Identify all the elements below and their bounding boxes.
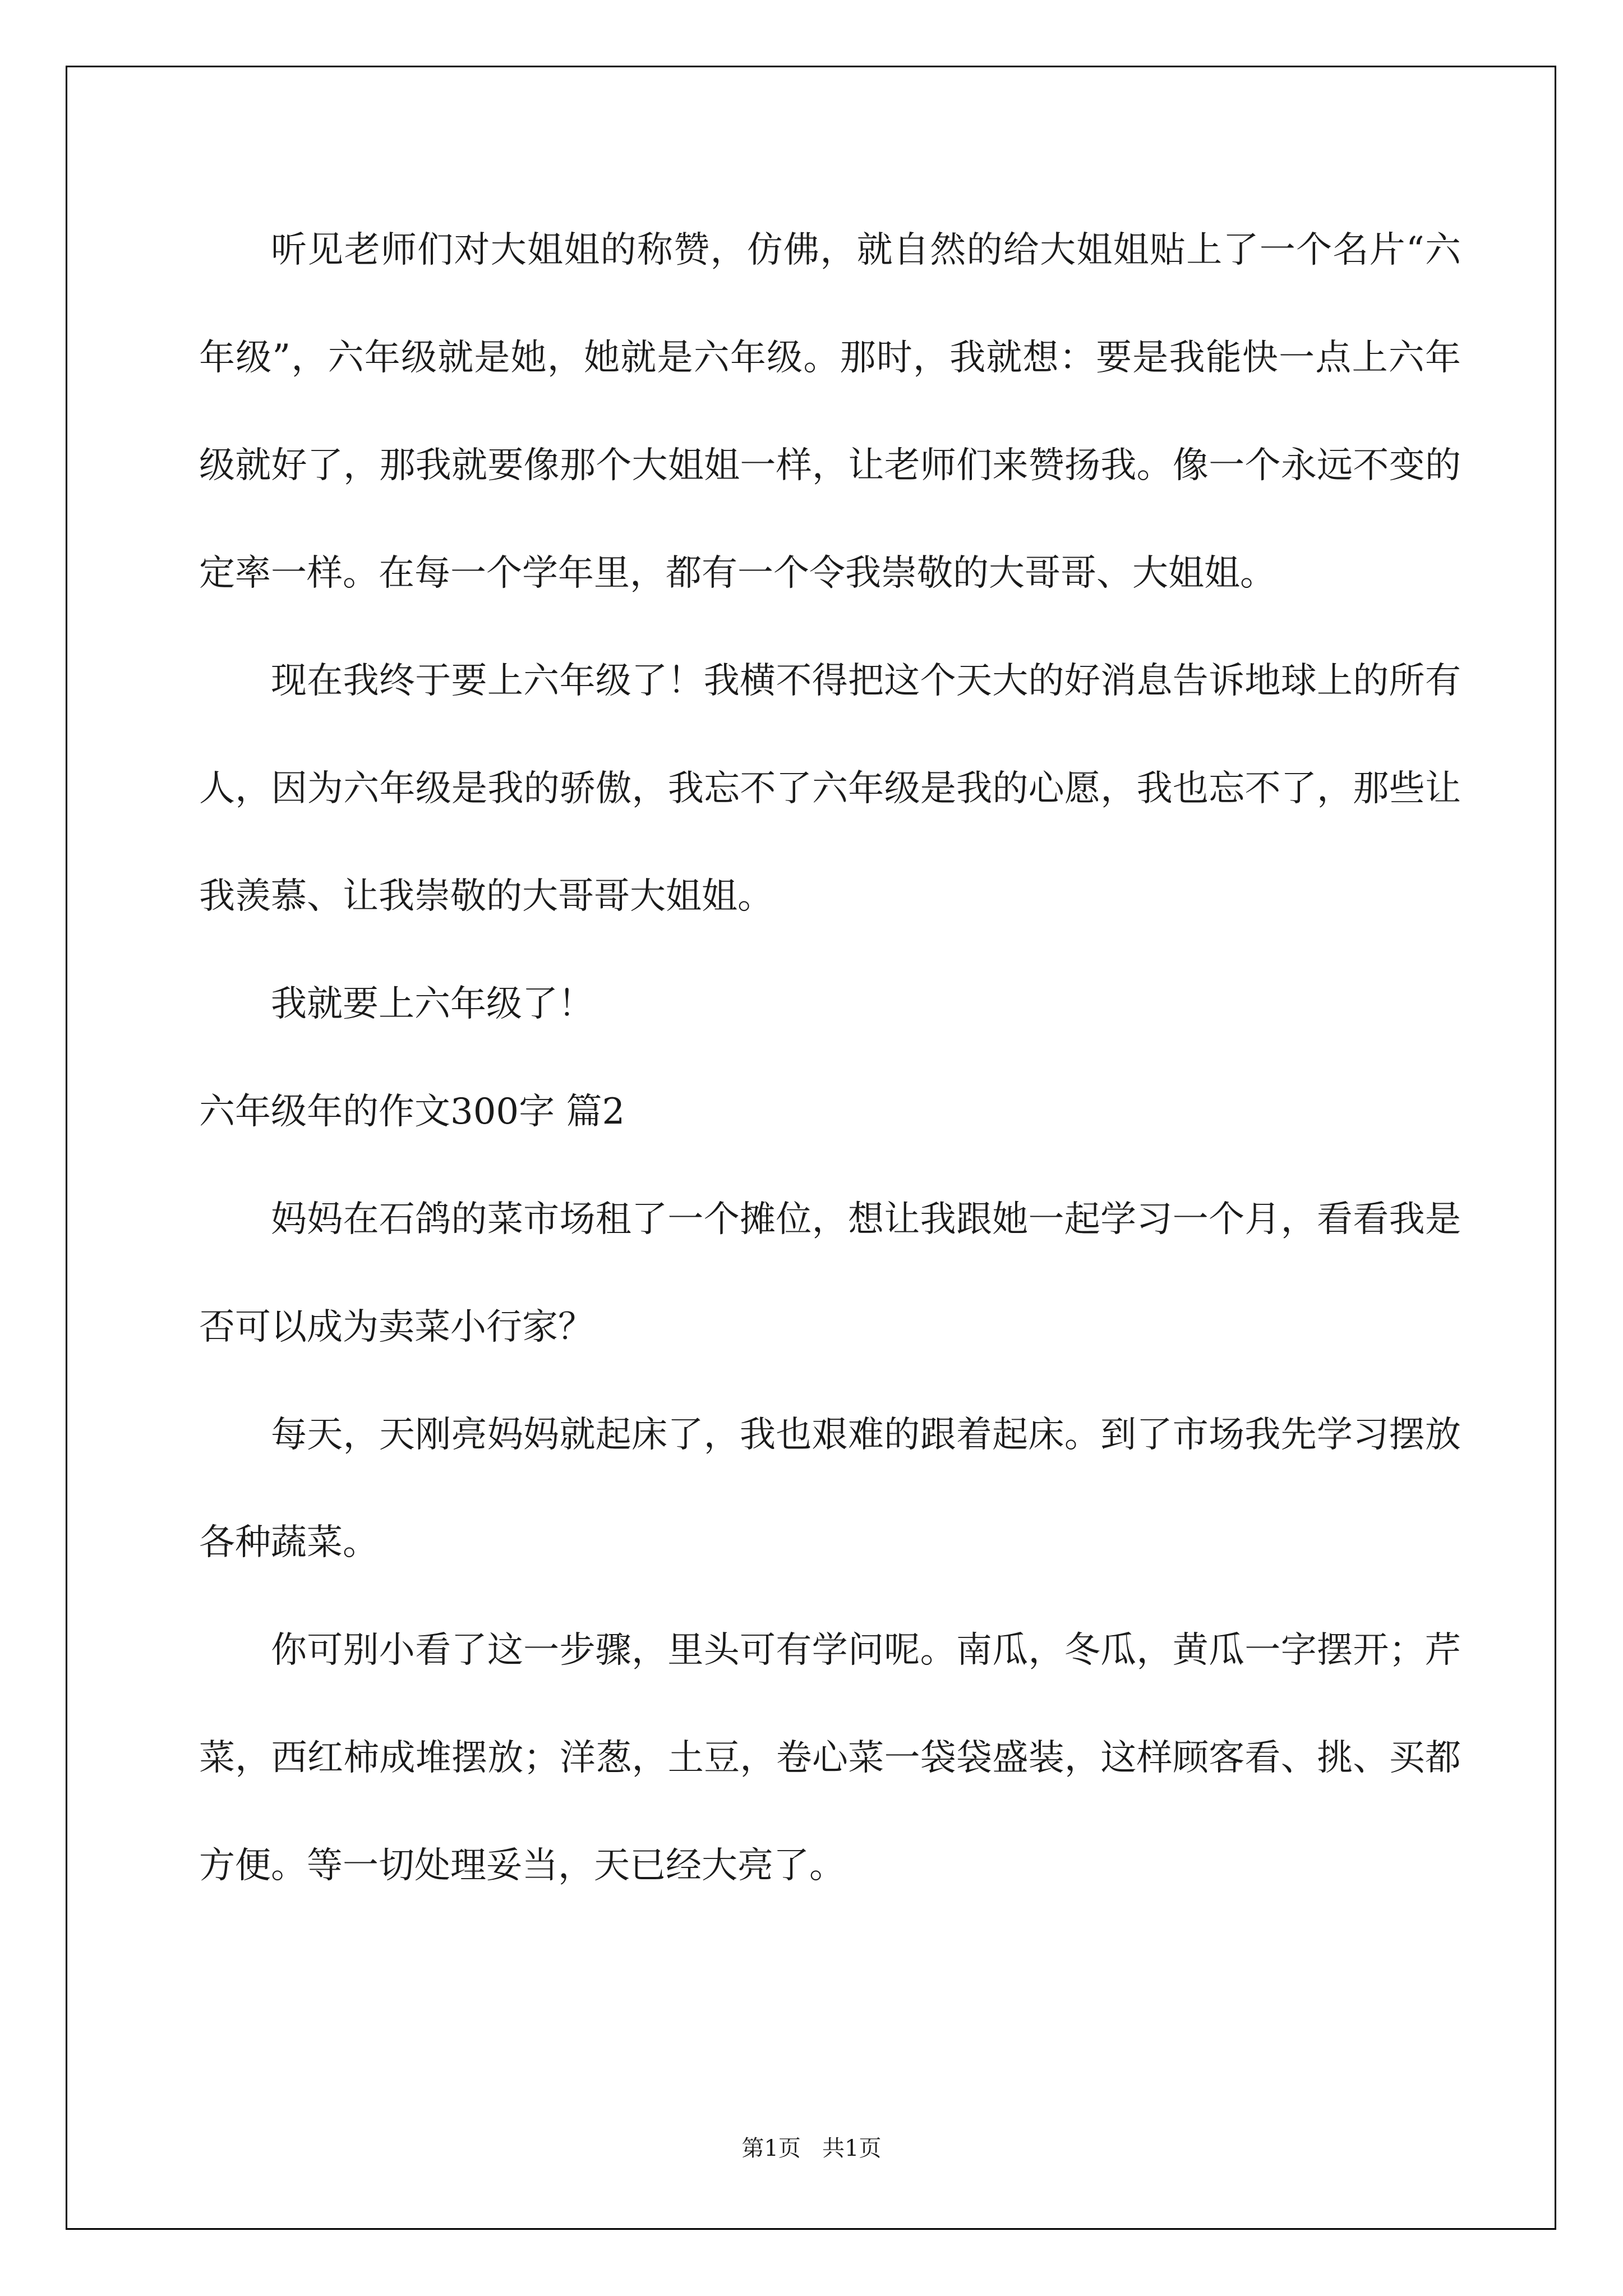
paragraph: 听见老师们对大姐姐的称赞，仿佛，就自然的给大姐姐贴上了一个名片“六年级”，六年级就是她，她就是六年级。那时，我就想：要是我能快一点上六年级就好了，那我就要像那个大姐姐一样，让老师们来赞扬我。像一个永远不变的定率一样。在每一个学年里，都有一个令我崇敬的大哥哥、大姐姐。 xyxy=(199,229,1461,594)
paragraph: 我就要上六年级了！ xyxy=(271,983,594,1025)
page-footer xyxy=(0,2132,1623,2165)
paragraph: 妈妈在石鸽的菜市场租了一个摊位，想让我跟她一起学习一个月，看看我是否可以成为卖菜小行家？ xyxy=(199,1199,1461,1348)
paragraph: 你可别小看了这一步骤，里头可有学问呢。南瓜，冬瓜，黄瓜一字摆开；芹菜，西红柿成堆摆放；洋葱，土豆，卷心菜一袋袋盛装，这样顾客看、挑、买都方便。等一切处理妥当，天已经大亮了。 xyxy=(199,1630,1461,1887)
paragraph: 每天，天刚亮妈妈就起床了，我也艰难的跟着起床。到了市场我先学习摆放各种蔬菜。 xyxy=(199,1414,1461,1563)
document-body xyxy=(199,196,1461,1920)
section-heading: 六年级年的作文300字 篇2 xyxy=(199,1091,625,1133)
paragraph: 现在我终于要上六年级了！我横不得把这个天大的好消息告诉地球上的所有人，因为六年级是我的骄傲，我忘不了六年级是我的心愿，我也忘不了，那些让我羡慕、让我崇敬的大哥哥大姐姐。 xyxy=(199,660,1461,917)
page-number: 第1页 共1页 xyxy=(741,2136,882,2161)
